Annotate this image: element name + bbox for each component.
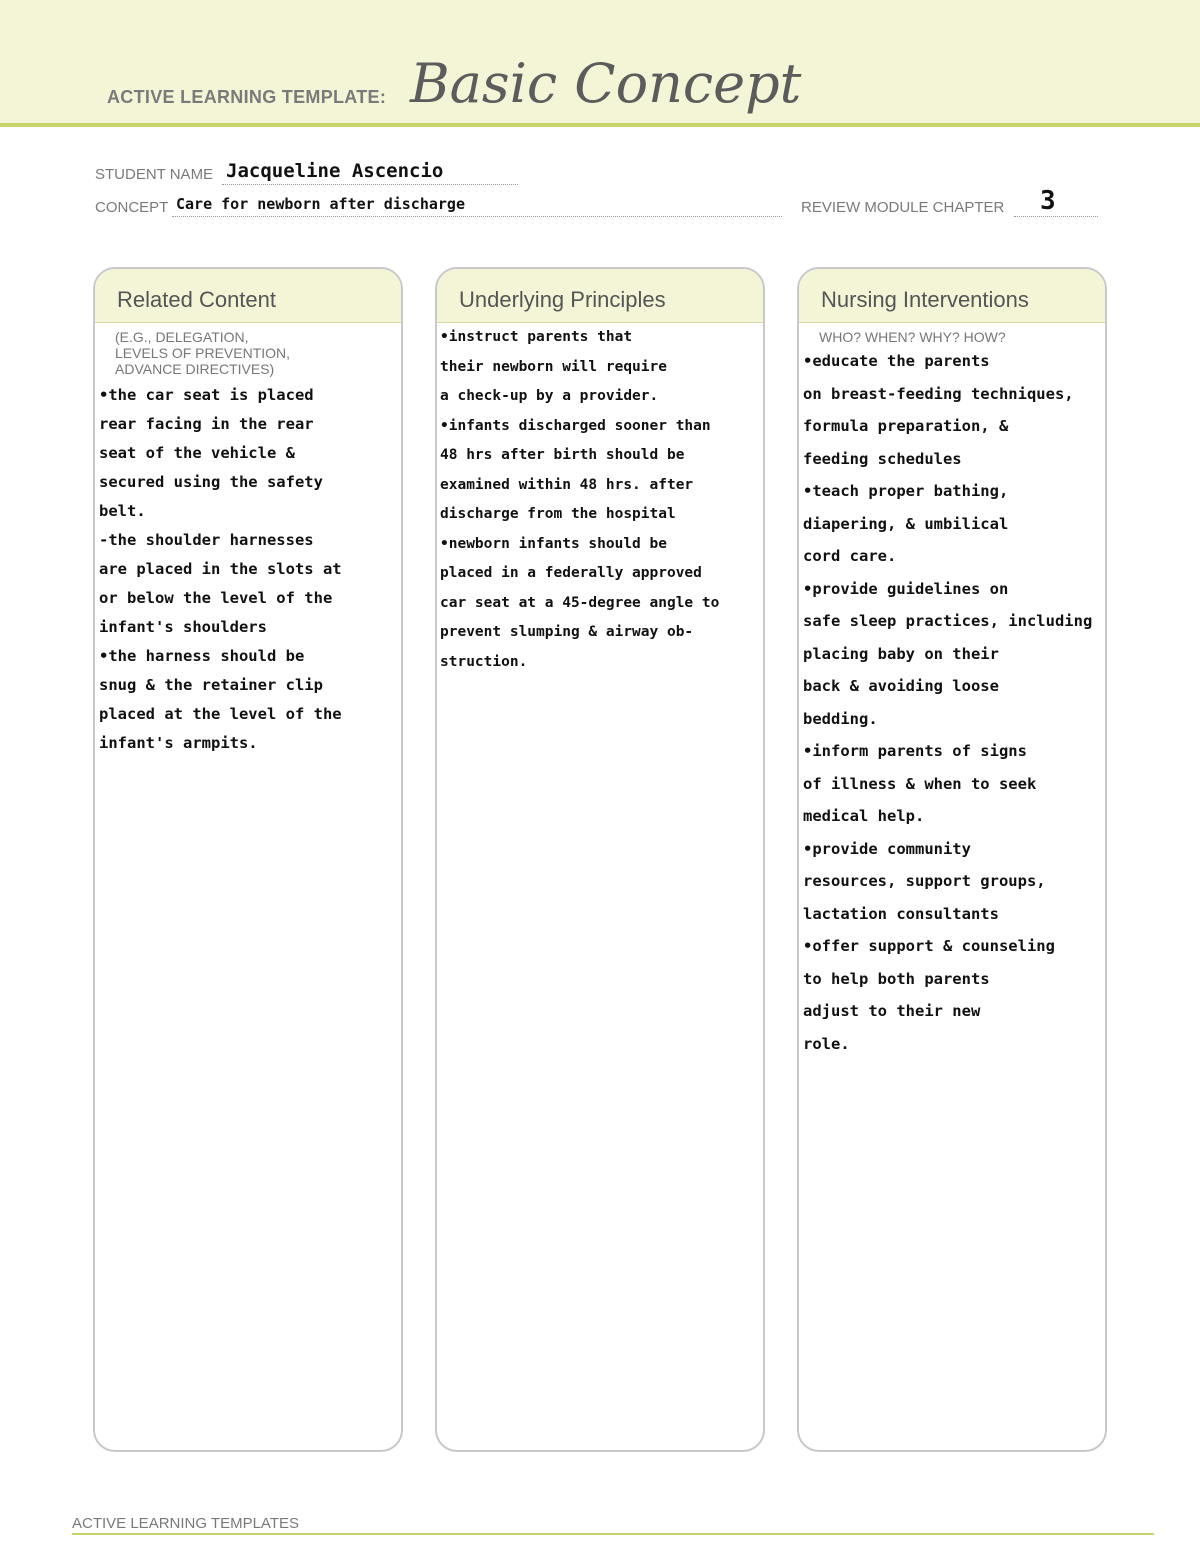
- nursing-interventions-panel: [797, 267, 1107, 1452]
- note-line: their newborn will require: [440, 358, 667, 375]
- concept-field[interactable]: Care for newborn after discharge: [176, 195, 465, 213]
- nursing-interventions-notes[interactable]: [799, 345, 1105, 1060]
- underlying-principles-notes[interactable]: [437, 323, 763, 677]
- note-line: secured using the safety: [99, 473, 323, 491]
- note-line: •the car seat is placed: [99, 386, 314, 404]
- header-divider: [0, 123, 1200, 127]
- note-line: formula preparation, &: [803, 417, 1009, 435]
- note-line: lactation consultants: [803, 904, 999, 923]
- nursing-interventions-subtitle: WHO? WHEN? WHY? HOW?: [819, 329, 1006, 345]
- note-line: safe sleep practices, including: [803, 612, 1093, 630]
- note-line: to help both parents: [803, 969, 990, 988]
- note-line: belt.: [99, 502, 146, 520]
- note-line: car seat at a 45-degree angle to: [440, 594, 720, 611]
- note-line: struction.: [440, 653, 528, 670]
- related-content-title: Related Content: [95, 269, 401, 323]
- note-line: a check-up by a provider.: [440, 388, 659, 404]
- note-line: medical help.: [803, 807, 925, 825]
- note-line: resources, support groups,: [803, 872, 1046, 890]
- note-line: diapering, & umbilical: [803, 514, 1009, 533]
- concept-label: CONCEPT: [95, 199, 169, 216]
- note-line: placed in a federally approved: [440, 565, 702, 581]
- review-module-label: REVIEW MODULE CHAPTER: [801, 199, 1005, 216]
- related-content-panel: [93, 267, 403, 1452]
- note-line: placed at the level of the: [99, 705, 342, 723]
- concept-line: [172, 216, 782, 217]
- student-name-line: [222, 184, 518, 185]
- review-module-line: [1014, 216, 1098, 217]
- note-line: placing baby on their: [803, 644, 999, 663]
- nursing-interventions-title: Nursing Interventions: [799, 269, 1105, 323]
- note-line: are placed in the slots at: [99, 560, 342, 578]
- review-module-field[interactable]: 3: [1040, 186, 1056, 216]
- note-line: •educate the parents: [803, 352, 990, 370]
- note-line: bedding.: [803, 709, 878, 728]
- note-line: or below the level of the: [99, 589, 333, 607]
- note-line: snug & the retainer clip: [99, 676, 323, 694]
- note-line: discharge from the hospital: [440, 506, 676, 522]
- note-line: seat of the vehicle &: [99, 444, 295, 462]
- student-name-field[interactable]: Jacqueline Ascencio: [226, 160, 444, 182]
- note-line: •offer support & counseling: [803, 937, 1055, 955]
- footer-label: ACTIVE LEARNING TEMPLATES: [72, 1515, 299, 1532]
- note-line: cord care.: [803, 547, 897, 565]
- note-line: -the shoulder harnesses: [99, 531, 314, 549]
- note-line: infant's shoulders: [99, 618, 267, 636]
- note-line: adjust to their new: [803, 1002, 981, 1020]
- underlying-principles-title: Underlying Principles: [437, 269, 763, 323]
- footer-divider: [72, 1533, 1154, 1535]
- note-line: feeding schedules: [803, 449, 962, 468]
- note-line: •the harness should be: [99, 647, 305, 665]
- note-line: back & avoiding loose: [803, 677, 999, 695]
- note-line: •instruct parents that: [440, 329, 633, 345]
- template-title: Basic Concept: [410, 52, 802, 115]
- note-line: rear facing in the rear: [99, 415, 314, 433]
- note-line: •teach proper bathing,: [803, 482, 1009, 500]
- note-line: •inform parents of signs: [803, 742, 1027, 760]
- note-line: 48 hrs after birth should be: [440, 447, 685, 463]
- note-line: prevent slumping & airway ob-: [440, 624, 694, 640]
- student-name-label: STUDENT NAME: [95, 166, 214, 183]
- note-line: role.: [803, 1034, 850, 1053]
- note-line: examined within 48 hrs. after: [440, 476, 694, 493]
- related-content-notes[interactable]: [95, 377, 401, 758]
- note-line: •provide community: [803, 839, 971, 858]
- note-line: •newborn infants should be: [440, 535, 667, 552]
- note-line: infant's armpits.: [99, 734, 258, 752]
- template-label: ACTIVE LEARNING TEMPLATE:: [107, 87, 387, 107]
- note-line: •infants discharged sooner than: [440, 417, 711, 434]
- underlying-principles-panel: [435, 267, 765, 1452]
- note-line: of illness & when to seek: [803, 774, 1037, 793]
- related-content-subtitle: (E.G., DELEGATION, LEVELS OF PREVENTION, ADVANCE DIRECTIVES): [115, 329, 291, 377]
- note-line: on breast-feeding techniques,: [803, 384, 1074, 403]
- note-line: •provide guidelines on: [803, 579, 1009, 598]
